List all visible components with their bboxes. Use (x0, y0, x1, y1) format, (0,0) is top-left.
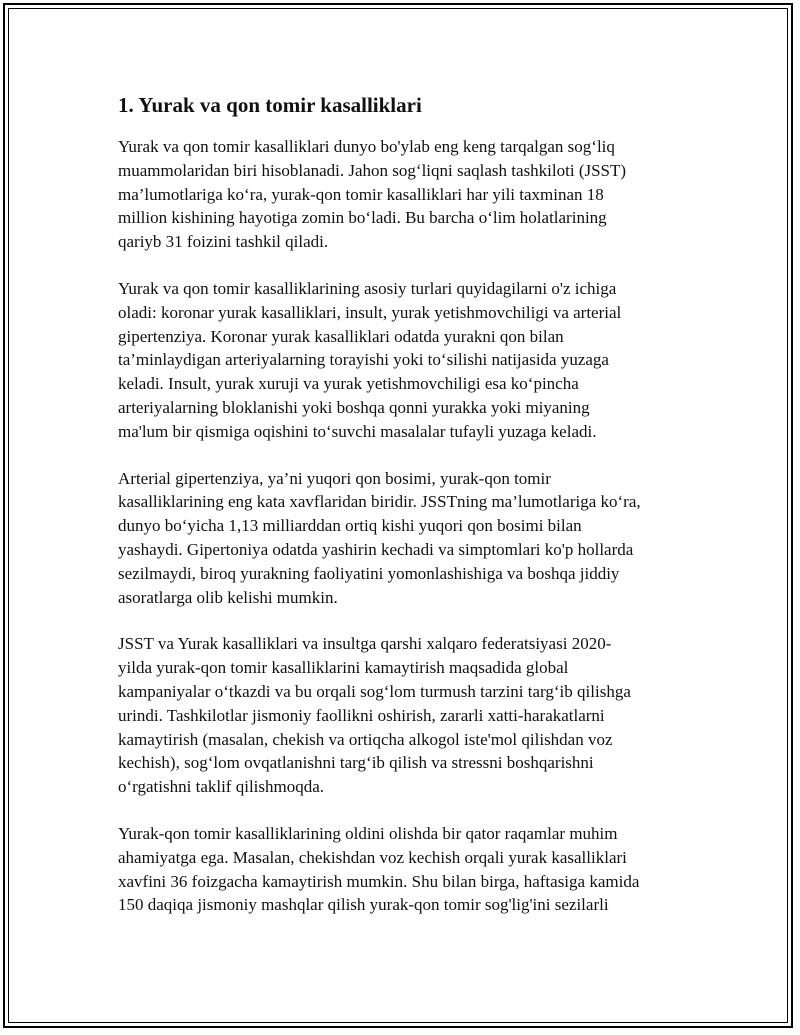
paragraph-line: ma’lumotlariga ko‘ra, yurak-qon tomir kasalliklari har yili taxminan 18 (118, 184, 604, 204)
paragraph-line: o‘rgatishni taklif qilishmoqda. (118, 777, 325, 797)
paragraph-line: keladi. Insult, yurak xuruji va yurak yetishmovchiligi esa ko‘pincha (118, 374, 579, 394)
paragraph-line: Yurak va qon tomir kasalliklarining asosiy turlari quyidagilarni o'z ichiga (118, 278, 617, 298)
paragraph-line: Yurak va qon tomir kasalliklari dunyo bo'ylab eng keng tarqalgan sog‘liq (118, 137, 615, 156)
paragraph (118, 467, 698, 610)
paragraph-line: JSST va Yurak kasalliklari va insultga qarshi xalqaro federatsiyasi 2020- (118, 634, 612, 654)
paragraph-line: oladi: koronar yurak kasalliklari, insult, yurak yetishmovchiligi va arterial (118, 302, 622, 322)
paragraph-line: asoratlarga olib kelishi mumkin. (118, 587, 338, 607)
paragraph-line: urindi. Tashkilotlar jismoniy faollikni oshirish, zararli xatti-harakatlarni (118, 705, 605, 725)
paragraph-line: kechish), sog‘lom ovqatlanishni targ‘ib qilish va stressni boshqarishni (118, 753, 594, 773)
paragraph-line: dunyo bo‘yicha 1,13 milliarddan ortiq kishi yuqori qon bosimi bilan (118, 516, 582, 536)
paragraph-line: yilda yurak-qon tomir kasalliklarini kamaytirish maqsadida global (118, 658, 569, 678)
paragraph-line: qariyb 31 foizini tashkil qiladi. (118, 232, 329, 252)
paragraph-line: sezilmaydi, biroq yurakning faoliyatini yomonlashishiga va boshqa jiddiy (118, 563, 620, 583)
paragraph (118, 277, 698, 444)
document-body (118, 91, 698, 940)
paragraph-line: kampaniyalar o‘tkazdi va bu orqali sog‘lom turmush tarzini targ‘ib qilishga (118, 681, 631, 701)
paragraph-line: ahamiyatga ega. Masalan, chekishdan voz kechish orqali yurak kasalliklari (118, 847, 627, 867)
paragraph (118, 135, 698, 254)
paragraph-line: ma'lum bir qismiga oqishini to‘suvchi masalalar tufayli yuzaga keladi. (118, 421, 597, 441)
paragraph-line: 150 daqiqa jismoniy mashqlar qilish yurak-qon tomir sog'lig'ini sezilarli (118, 895, 609, 915)
paragraph-line: arteriyalarning bloklanishi yoki boshqa qonni yurakka yoki miyaning (118, 397, 590, 417)
paragraph-line: kamaytirish (masalan, chekish va ortiqcha alkogol iste'mol qilishdan voz (118, 729, 613, 749)
paragraph-list (118, 135, 698, 917)
paragraph-line: muammolaridan biri hisoblanadi. Jahon sog‘liqni saqlash tashkiloti (JSST) (118, 160, 627, 180)
paragraph (118, 822, 698, 917)
paragraph-line: xavfini 36 foizgacha kamaytirish mumkin. Shu bilan birga, haftasiga kamida (118, 871, 640, 891)
paragraph-line: million kishining hayotiga zomin bo‘ladi. Bu barcha o‘lim holatlarining (118, 208, 607, 228)
paragraph-line: yashaydi. Gipertoniya odatda yashirin kechadi va simptomlari ko'p hollarda (118, 539, 634, 559)
paragraph-line: kasalliklarining eng kata xavflaridan biridir. JSSTning ma’lumotlariga ko‘ra, (118, 492, 641, 512)
paragraph-line: Yurak-qon tomir kasalliklarining oldini olishda bir qator raqamlar muhim (118, 823, 618, 843)
section-heading: 1. Yurak va qon tomir kasalliklari (118, 93, 422, 117)
paragraph-line: Arterial gipertenziya, ya’ni yuqori qon bosimi, yurak-qon tomir (118, 468, 551, 488)
paragraph-line: gipertenziya. Koronar yurak kasalliklari odatda yurakni qon bilan (118, 326, 564, 346)
paragraph-line: ta’minlaydigan arteriyalarning torayishi yoki to‘silishi natijasida yuzaga (118, 350, 609, 370)
paragraph (118, 632, 698, 799)
